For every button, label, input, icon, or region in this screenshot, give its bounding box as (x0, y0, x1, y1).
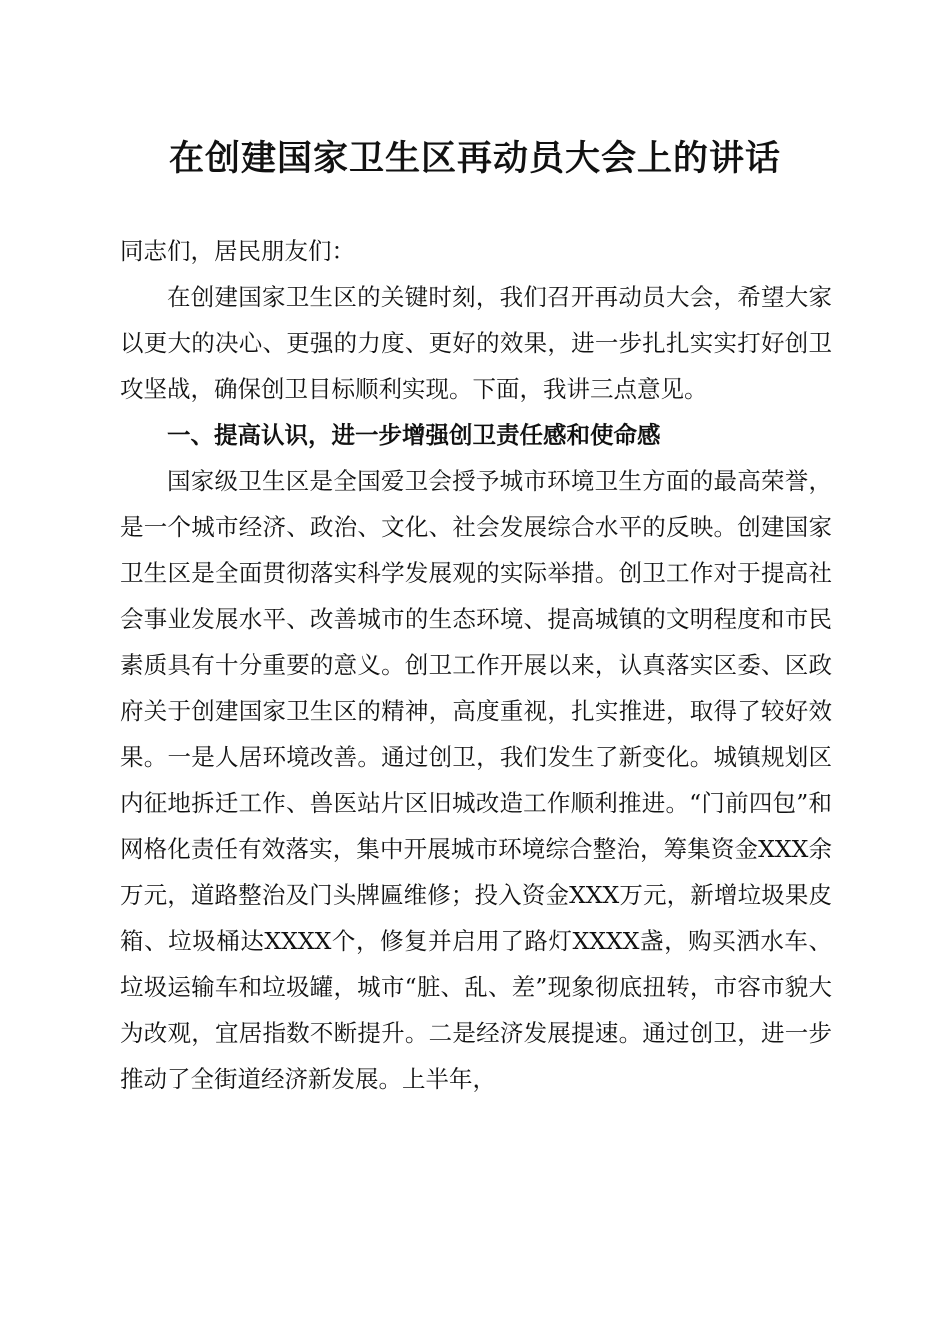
intro-paragraph: 在创建国家卫生区的关键时刻，我们召开再动员大会，希望大家以更大的决心、更强的力度、更好的效果，进一步扎扎实实打好创卫攻坚战，确保创卫目标顺利实现。下面，我讲三点意见。 (120, 283, 832, 403)
section-1-paragraph: 国家级卫生区是全国爱卫会授予城市环境卫生方面的最高荣誉，是一个城市经济、政治、文化、社会发展综合水平的反映。创建国家卫生区是全面贯彻落实科学发展观的实际举措。创卫工作对于提高社会事业发展水平、改善城市的生态环境、提高城镇的文明程度和市民素质具有十分重要的意义。创卫工作开展以来，认真落实区委、区政府关于创建国家卫生区的精神，高度重视，扎实推进，取得了较好效果。一是人居环境改善。通过创卫，我们发生了新变化。城镇规划区内征地拆迁工作、兽医站片区旧城改造工作顺利推进。“门前四包”和网格化责任有效落实，集中开展城市环境综合整治，筹集资金XXX余万元，道路整治及门头牌匾维修；投入资金XXX万元，新增垃圾果皮箱、垃圾桶达XXXX个，修复并启用了路灯XXXX盏，购买洒水车、垃圾运输车和垃圾罐，城市“脏、乱、差”现象彻底扭转，市容市貌大为改观，宜居指数不断提升。二是经济发展提速。通过创卫，进一步推动了全街道经济新发展。上半年， (120, 467, 832, 1093)
document-title: 在创建国家卫生区再动员大会上的讲话 (168, 138, 781, 179)
greeting-paragraph: 同志们，居民朋友们： (120, 237, 355, 265)
document-body (120, 228, 832, 1102)
section-1-heading: 一、提高认识，进一步增强创卫责任感和使命感 (167, 421, 661, 449)
